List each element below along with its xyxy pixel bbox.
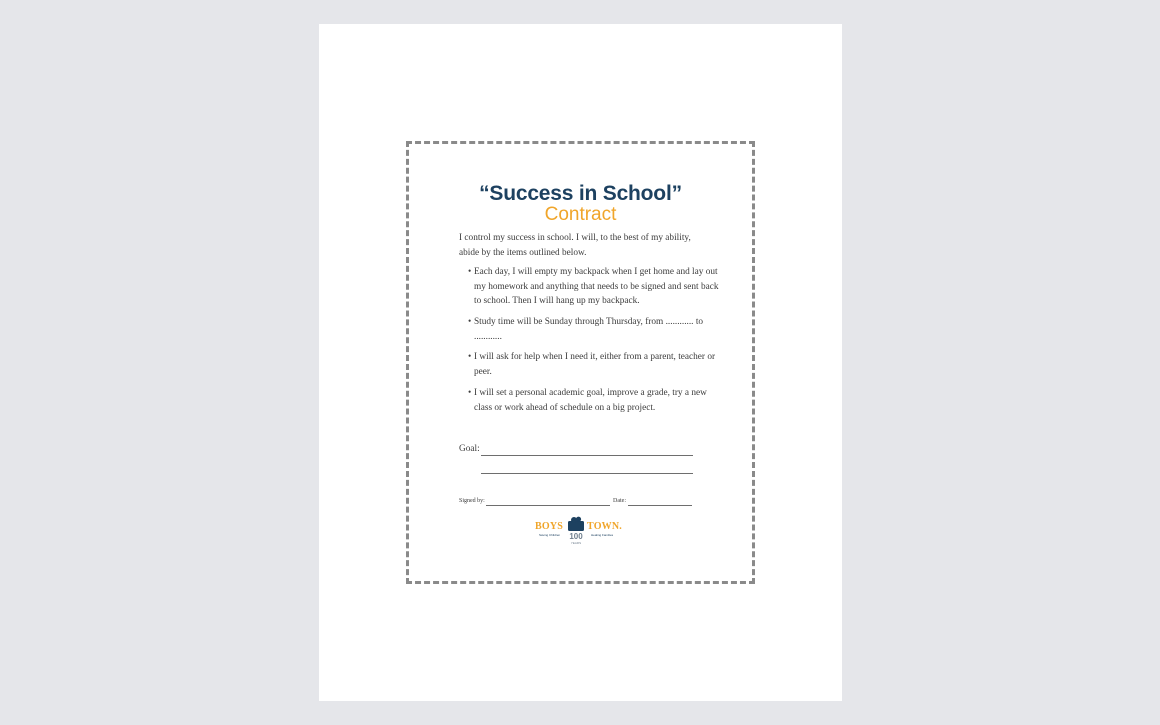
contract-dashed-border bbox=[406, 141, 755, 584]
boys-town-mark-icon bbox=[567, 516, 585, 532]
document-page bbox=[319, 24, 842, 701]
date-label: Date: bbox=[613, 498, 626, 504]
list-item bbox=[468, 350, 719, 379]
bullet-text: I will ask for help when I need it, either from a parent, teacher or peer. bbox=[474, 352, 716, 377]
logo-years: YEARS bbox=[570, 541, 582, 545]
goal-line bbox=[481, 455, 693, 456]
bullet-text: I will set a personal academic goal, improve a grade, try a new class or work ahead of schedule on a big project. bbox=[474, 388, 707, 413]
goal-line bbox=[481, 473, 693, 474]
intro-paragraph: I control my success in school. I will, to the best of my ability, abide by the items outlined below. bbox=[459, 233, 691, 258]
contract-title: “Success in School” bbox=[479, 182, 682, 205]
bullet-icon: • bbox=[468, 352, 472, 362]
logo-word-left: BOYS bbox=[535, 521, 564, 532]
signature-line bbox=[486, 505, 610, 506]
logo-tagline-right: Healing Families bbox=[591, 533, 614, 537]
bullet-icon: • bbox=[468, 388, 472, 398]
date-line bbox=[628, 505, 692, 506]
list-item bbox=[468, 386, 719, 415]
list-item bbox=[468, 265, 719, 309]
bullet-icon: • bbox=[468, 267, 472, 277]
goal-label: Goal: bbox=[459, 444, 480, 454]
logo-hundred: 100 bbox=[569, 532, 583, 541]
list-item bbox=[468, 315, 719, 344]
logo-tagline-left: Saving Children bbox=[539, 533, 561, 537]
logo-word-right: TOWN. bbox=[587, 521, 622, 532]
bullet-icon: • bbox=[468, 317, 472, 327]
contract-subtitle: Contract bbox=[544, 204, 617, 225]
signed-by-label: Signed by: bbox=[459, 498, 485, 504]
boys-town-logo bbox=[535, 516, 627, 552]
bullet-text: Study time will be Sunday through Thursday, from ............ to ............ bbox=[474, 317, 704, 342]
bullet-text: Each day, I will empty my backpack when I get home and lay out my homework and anything that needs to be signed and sent back to school. Then I will hang up my backpack. bbox=[474, 267, 719, 306]
